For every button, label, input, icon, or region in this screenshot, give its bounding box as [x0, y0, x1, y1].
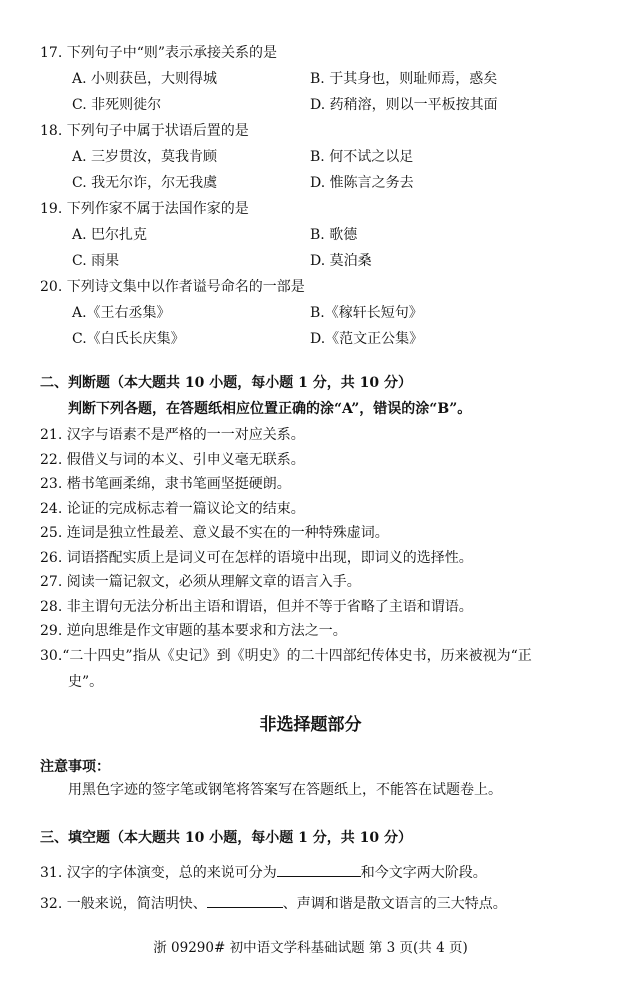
- q20-option-c: C.《白氏长庆集》: [72, 331, 185, 347]
- q20-option-a: A.《王右丞集》: [72, 305, 171, 321]
- part-title: 非选择题部分: [259, 715, 362, 735]
- judgement-item-21: 21. 汉字与语素不是严格的一一对应关系。: [40, 427, 305, 443]
- q17-option-a: A. 小则获邑，大则得城: [72, 71, 218, 87]
- fill-question-31: [40, 862, 487, 882]
- q31-text-before: 31. 汉字的字体演变，总的来说可分为: [40, 865, 277, 881]
- q19-option-c: C. 雨果: [72, 253, 120, 269]
- judgement-item-23: 23. 楷书笔画柔绵，隶书笔画坚挺硬朗。: [40, 476, 291, 492]
- q32-answer-blank: [207, 893, 283, 908]
- judgement-item-26: 26. 词语搭配实质上是词义可在怎样的语境中出现，即词义的选择性。: [40, 550, 473, 566]
- fill-question-32: [40, 893, 507, 913]
- q19-option-d: D. 莫泊桑: [310, 253, 372, 269]
- judgement-item-29: 29. 逆向思维是作文审题的基本要求和方法之一。: [40, 623, 347, 639]
- notice-label: 注意事项：: [40, 759, 110, 775]
- q17-option-c: C. 非死则徙尔: [72, 97, 162, 113]
- q19-option-a: A. 巴尔扎克: [72, 227, 148, 243]
- judgement-item-24: 24. 论证的完成标志着一篇议论文的结束。: [40, 501, 305, 517]
- q18-option-b: B. 何不试之以足: [310, 149, 414, 165]
- page-footer: 浙 09290# 初中语文学科基础试题 第 3 页(共 4 页): [153, 940, 468, 956]
- judgement-item-30-continued: 史”。: [68, 674, 104, 690]
- q31-text-after: 和今文字两大阶段。: [360, 865, 487, 881]
- q17-option-d: D. 药稍溶，则以一平板按其面: [310, 97, 498, 113]
- q18-option-a: A. 三岁贯汝，莫我肯顾: [72, 149, 218, 165]
- q20-option-d: D.《范文正公集》: [310, 331, 424, 347]
- q18-option-d: D. 惟陈言之务去: [310, 175, 414, 191]
- judgement-item-30: 30.“二十四史”指从《史记》到《明史》的二十四部纪传体史书，历来被视为“正: [40, 648, 532, 664]
- notice-text: 用黑色字迹的签字笔或钢笔将答案写在答题纸上，不能答在试题卷上。: [68, 782, 502, 798]
- judgement-item-27: 27. 阅读一篇记叙文，必须从理解文章的语言入手。: [40, 574, 361, 590]
- q32-text-after: 、声调和谐是散文语言的三大特点。: [282, 896, 507, 912]
- question-19-stem: 19. 下列作家不属于法国作家的是: [40, 201, 249, 217]
- judgement-item-22: 22. 假借义与词的本义、引申义毫无联系。: [40, 452, 305, 468]
- judgement-item-28: 28. 非主谓句无法分析出主语和谓语，但并不等于省略了主语和谓语。: [40, 599, 473, 615]
- section-3-heading: 三、填空题（本大题共 10 小题，每小题 1 分，共 10 分）: [40, 830, 412, 846]
- q18-option-c: C. 我无尔诈，尔无我虞: [72, 175, 218, 191]
- question-17-stem: 17. 下列句子中“则”表示承接关系的是: [40, 45, 278, 61]
- section-2-heading: 二、判断题（本大题共 10 小题，每小题 1 分，共 10 分）: [40, 375, 412, 391]
- q19-option-b: B. 歌德: [310, 227, 358, 243]
- question-20-stem: 20. 下列诗文集中以作者谥号命名的一部是: [40, 279, 305, 295]
- judgement-item-25: 25. 连词是独立性最差、意义最不实在的一种特殊虚词。: [40, 525, 389, 541]
- q20-option-b: B.《稼轩长短句》: [310, 305, 423, 321]
- q32-text-before: 32. 一般来说，简洁明快、: [40, 896, 207, 912]
- q17-option-b: B. 于其身也，则耻师焉，惑矣: [310, 71, 498, 87]
- q31-answer-blank: [277, 862, 361, 877]
- section-2-instruction: 判断下列各题，在答题纸相应位置正确的涂“A”，错误的涂“B”。: [68, 401, 472, 417]
- question-18-stem: 18. 下列句子中属于状语后置的是: [40, 123, 249, 139]
